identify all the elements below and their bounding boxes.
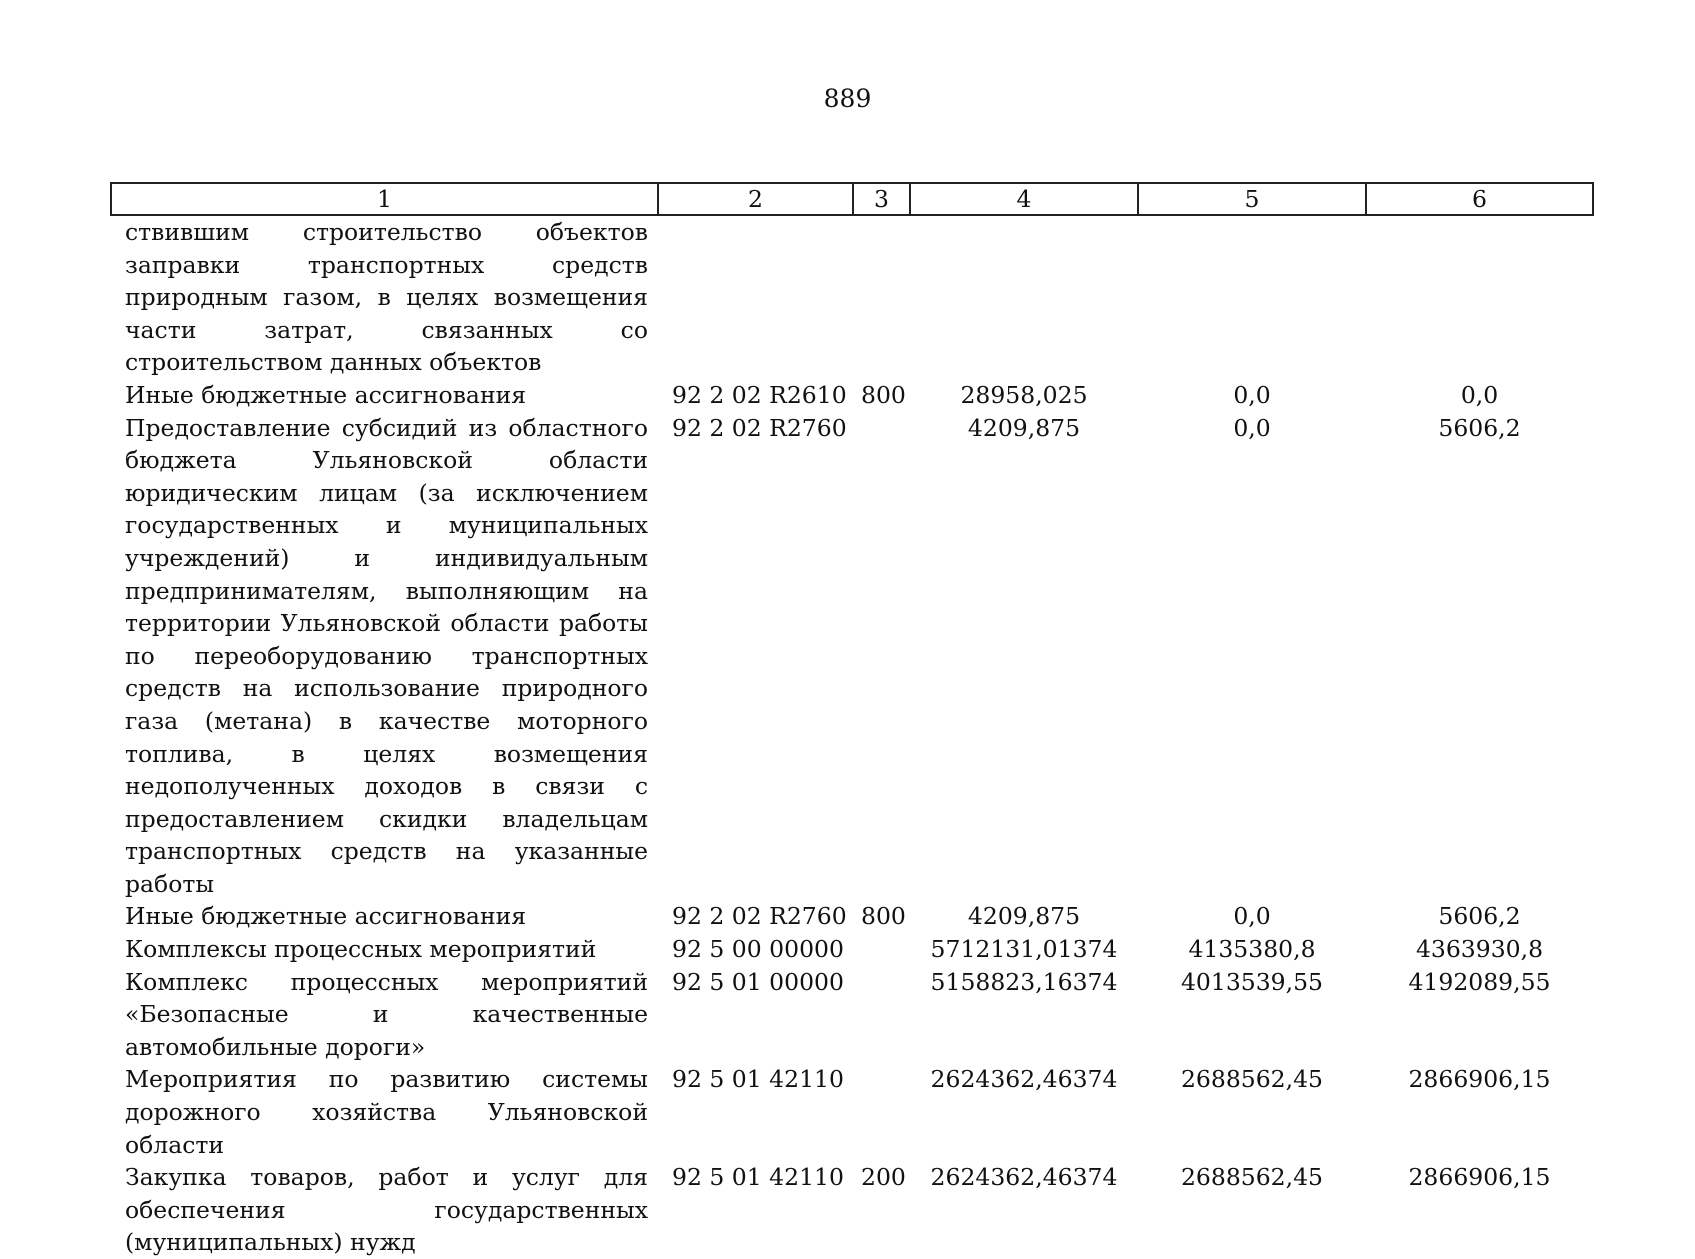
budget-table: [110, 182, 1594, 1259]
row-expense-type: [853, 1063, 910, 1161]
row-code: 92 2 02 R2760: [672, 902, 847, 931]
row-value-col5: 0,0: [1233, 902, 1271, 931]
row-value-col5: [1138, 215, 1366, 379]
row-name: Предоставление субсидий из областного бюджета Ульяновской области юридическим лицам (за исключением государственных и муниципальных учреждений) и индивидуальным предпринимателям, выполняющим на территории Ульяновской области работы по переоборудованию транспортных средств на использование природного газа (метана) в качестве моторного топлива, в целях возмещения недополученных доходов в связи с предоставлением скидки владельцам транспортных средств на указанные работы: [125, 413, 648, 898]
row-value-col6: [1366, 215, 1593, 379]
row-expense-type: 200: [861, 1163, 906, 1192]
row-value-col4: 2624362,46374: [930, 1163, 1118, 1192]
row-name: Мероприятия по развитию системы дорожного хозяйства Ульяновской области: [125, 1065, 648, 1159]
table-row: [111, 900, 1593, 933]
row-name: Комплексы процессных мероприятий: [125, 935, 597, 964]
row-value-col5: 4013539,55: [1180, 967, 1324, 996]
column-header-1: 1: [111, 183, 658, 215]
row-name: Закупка товаров, работ и услуг для обеспечения государственных (муниципальных) нужд: [125, 1163, 648, 1257]
row-value-col5: 4135380,8: [1188, 935, 1316, 964]
column-header-3: 3: [853, 183, 910, 215]
row-value-col5: 0,0: [1233, 413, 1271, 442]
row-name: ствившим строительство объектов заправки транспортных средств природным газом, в целях возмещения части затрат, связанных со строительством данных объектов: [125, 218, 648, 377]
row-name: Иные бюджетные ассигнования: [125, 380, 527, 409]
row-value-col6: 4363930,8: [1415, 935, 1544, 964]
table-row: [111, 1161, 1593, 1259]
row-value-col6: 2866906,15: [1408, 1163, 1551, 1192]
row-value-col4: 4209,875: [967, 413, 1081, 442]
row-expense-type: [853, 933, 910, 966]
row-value-col4: 4209,875: [967, 902, 1081, 931]
row-value-col5: 2688562,45: [1180, 1163, 1324, 1192]
table-row: [111, 215, 1593, 379]
table-row: [111, 1063, 1593, 1161]
row-code: [658, 215, 853, 379]
row-value-col4: 2624362,46374: [930, 1065, 1118, 1094]
row-code: 92 2 02 R2760: [672, 413, 847, 442]
table-row: [111, 379, 1593, 412]
row-value-col6: 0,0: [1460, 380, 1499, 409]
row-value-col6: 2866906,15: [1408, 1065, 1551, 1094]
row-value-col6: 4192089,55: [1408, 967, 1551, 996]
row-value-col6: 5606,2: [1438, 902, 1521, 931]
column-header-2: 2: [658, 183, 853, 215]
table-row: [111, 966, 1593, 1064]
row-value-col4: [910, 215, 1138, 379]
table-row: [111, 933, 1593, 966]
row-expense-type: [853, 966, 910, 1064]
row-name: Иные бюджетные ассигнования: [125, 902, 527, 931]
row-code: 92 5 00 00000: [672, 935, 844, 964]
row-value-col6: 5606,2: [1438, 413, 1521, 442]
table-header: [111, 183, 1593, 215]
row-value-col4: 5712131,01374: [930, 935, 1118, 964]
header-row: [111, 183, 1593, 215]
row-value-col5: 2688562,45: [1180, 1065, 1324, 1094]
column-header-5: 5: [1138, 183, 1366, 215]
row-value-col4: 28958,025: [960, 380, 1088, 409]
column-header-4: 4: [910, 183, 1138, 215]
column-header-6: 6: [1366, 183, 1593, 215]
table-body: [111, 215, 1593, 1259]
row-expense-type: [853, 412, 910, 901]
row-value-col4: 5158823,16374: [930, 967, 1118, 996]
row-value-col5: 0,0: [1233, 380, 1271, 409]
row-code: 92 5 01 42110: [672, 1163, 844, 1192]
row-expense-type: [853, 215, 910, 379]
row-code: 92 5 01 42110: [672, 1065, 844, 1094]
row-code: 92 2 02 R2610: [672, 380, 847, 409]
row-code: 92 5 01 00000: [672, 967, 844, 996]
row-expense-type: 800: [861, 380, 906, 409]
row-name: Комплекс процессных мероприятий «Безопасные и качественные автомобильные дороги»: [125, 967, 648, 1061]
page-number: 889: [823, 84, 872, 113]
table-row: [111, 412, 1593, 901]
row-expense-type: 800: [861, 902, 906, 931]
